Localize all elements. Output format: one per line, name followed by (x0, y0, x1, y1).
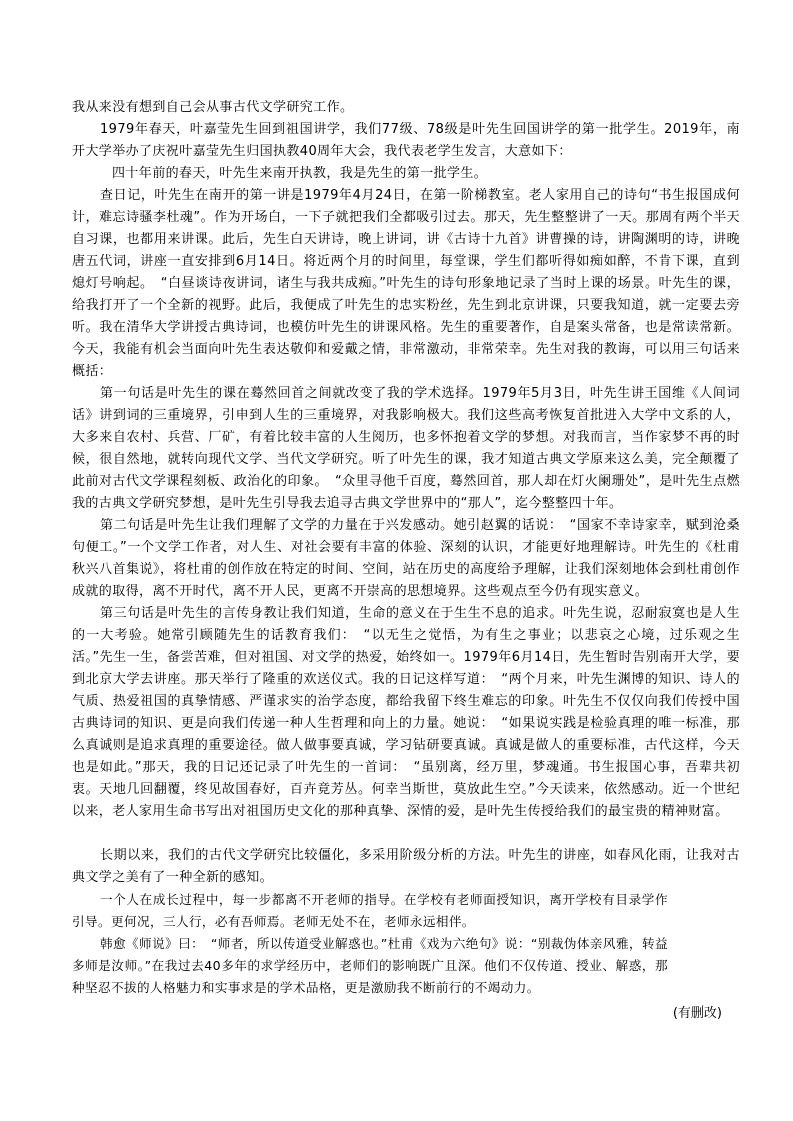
article-page (72, 97, 740, 1025)
paragraph-8: 长期以来，我们的古代文学研究比较僵化，多采用阶级分析的方法。叶先生的讲座，如春风化雨，让我对古典文学之美有了一种全新的感知。 (72, 848, 740, 885)
paragraph-6: 第二句话是叶先生让我们理解了文学的力量在于兴发感动。她引赵翼的话说： “国家不幸诗家幸，赋到沧桑句便工。”一个文学工作者，对人生、对社会要有丰富的体验、深刻的认识，才能更好地理解诗。叶先生的《杜甫秋兴八首集说》，将杜甫的创作放在特定的时间、空间，站在历史的高度给予理解，让我们深刻地体会到杜甫创作成就的取得，离不开时代，离不开人民，更离不开崇高的思想境界。这些观点至今仍有现实意义。 (72, 518, 740, 599)
edit-note: (有删改) (672, 1006, 722, 1021)
paragraph-4: 查日记，叶先生在南开的第一讲是1979年4月24日，在第一阶梯教室。老人家用自己的诗句“书生报国成何计，难忘诗骚李杜魂”。作为开场白，一下子就把我们全都吸引过去。那天，先生整整讲了一天。那周有两个半天自习课，也都用来讲课。此后，先生白天讲诗，晚上讲词，讲《古诗十九首》讲曹操的诗，讲陶渊明的诗，讲晚唐五代词，讲座一直安排到6月14日。将近两个月的时间里，每堂课，学生们都听得如痴如醉，不肯下课，直到熄灯号响起。 “白昼谈诗夜讲词，诸生与我共成痴。”叶先生的诗句形象地记录了当时上课的场景。叶先生的课，给我打开了一个全新的视野。此后，我便成了叶先生的忠实粉丝，先生到北京讲课，只要我知道，就一定要去旁听。我在清华大学讲授古典诗词，也模仿叶先生的讲课风格。先生的重要著作，自是案头常备，也是常读常新。今天，我能有机会当面向叶先生表达敬仰和爱戴之情，非常激动，非常荣幸。先生对我的教诲，可以用三句话来概括： (72, 188, 740, 379)
paragraph-2: 1979年春天，叶嘉莹先生回到祖国讲学，我们77级、78级是叶先生回国讲学的第一批学生。2019年，南开大学举办了庆祝叶嘉莹先生归国执教40周年大会，我代表老学生发言，大意如下： (72, 122, 740, 159)
paragraph-5: 第一句话是叶先生的课在蓦然回首之间就改变了我的学术选择。1979年5月3日，叶先生讲王国维《人间词话》讲到词的三重境界，引申到人生的三重境界，对我影响极大。我们这些高考恢复首批进入大学中文系的人，大多来自农村、兵营、厂矿，有着比较丰富的人生阅历，也多怀抱着文学的梦想。对我而言，当作家梦不再的时候，很自然地，就转向现代文学、当代文学研究。听了叶先生的课，我才知道古典文学原来这么美，完全颠覆了此前对古代文学课程刻板、政治化的印象。 “众里寻他千百度，蓦然回首，那人却在灯火阑珊处”，是叶先生点燃我的古典文学研究梦想，是叶先生引导我去追寻古典文学世界中的“那人”，迄今整整四十年。 (72, 386, 740, 511)
paragraph-1: 我从来没有想到自己会从事古代文学研究工作。 (72, 100, 354, 115)
paragraph-7: 第三句话是叶先生的言传身教让我们知道，生命的意义在于生生不息的追求。叶先生说，忍耐寂寞也是人生的一大考验。她常引顾随先生的话教育我们： “以无生之觉悟，为有生之事业；以悲哀之心境，过乐观之生活。”先生一生，备尝苦难，但对祖国、对文学的热爱，始终如一。1979年6月14日，先生暂时告别南开大学，要到北京大学去讲座。那天举行了隆重的欢送仪式。我的日记这样写道： “两个月来，叶先生渊博的知识、诗人的气质、热爱祖国的真挚情感、严谨求实的治学态度，都给我留下终生难忘的印象。叶先生不仅仅向我们传授中国古典诗词的知识、更是向我们传递一种人生哲理和向上的力量。她说： “如果说实践是检验真理的唯一标准，那么真诚则是追求真理的重要途径。做人做事要真诚，学习钻研要真诚。真诚是做人的重要标准，古代这样，今天也是如此。”那天，我的日记还记录了叶先生的一首词： “虽别离，经万里，梦魂通。书生报国心事，吾辈共初衷。天地几回翻覆，终见故国春好，百卉竟芳丛。何幸当斯世，莫放此生空。”今天读来，依然感动。近一个世纪以来，老人家用生命书写出对祖国历史文化的那种真挚、深情的爱，是叶先生传授给我们的最宝贵的精神财富。 (72, 606, 740, 819)
paragraph-3: 四十年前的春天，叶先生来南开执教，我是先生的第一批学生。 (112, 166, 488, 181)
paragraph-9: 一个人在成长过程中，每一步都离不开老师的指导。在学校有老师面授知识，离开学校有目录学作引导。更何况，三人行，必有吾师焉。老师无处不在，老师永远相伴。 (72, 892, 668, 929)
paragraph-10: 韩愈《师说》曰： “师者，所以传道受业解惑也。”杜甫《戏为六绝句》说：“别裁伪体亲风雅，转益多师是汝师。”在我过去40多年的求学经历中，老师们的影响既广且深。他们不仅传道、授业、解惑，那种坚忍不拔的人格魅力和实事求是的学术品格，更是激励我不断前行的不竭动力。 (72, 936, 668, 995)
